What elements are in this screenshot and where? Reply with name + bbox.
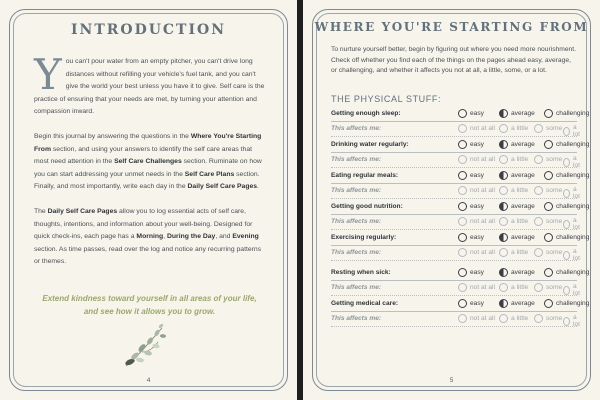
option-label: a little: [511, 125, 529, 132]
radio-circle-icon[interactable]: [458, 233, 467, 242]
option-label: average: [511, 110, 535, 117]
affects-option-not-at-all[interactable]: [458, 186, 495, 195]
radio-circle-icon[interactable]: [534, 155, 543, 164]
radio-circle-icon[interactable]: [563, 127, 570, 136]
affects-label: This affects me:: [331, 125, 382, 132]
radio-circle-icon[interactable]: [544, 202, 553, 211]
paragraph-text: section. Finally, and most importantly, write each day in the: [34, 170, 260, 191]
option-label: not at all: [470, 218, 495, 225]
affects-option-a-little[interactable]: [499, 314, 528, 323]
option-label: challenging: [556, 300, 590, 307]
option-label: average: [511, 141, 535, 148]
paragraph-text: , and: [215, 233, 233, 241]
paragraph-text: section. Ruminate on how you can start addressing your unmet needs in the: [34, 158, 262, 178]
bold-term: Self Care Challenges: [114, 158, 182, 166]
option-label: a lot: [573, 217, 580, 231]
paragraph-text: Begin this journal by answering the questions in the: [34, 132, 191, 140]
difficulty-option-average[interactable]: [499, 202, 535, 211]
difficulty-option-average[interactable]: [499, 171, 535, 180]
option-label: some: [546, 315, 563, 322]
affects-option-some[interactable]: [534, 314, 562, 323]
affects-option-a-little[interactable]: [499, 186, 528, 195]
affects-option-some[interactable]: [534, 217, 562, 226]
difficulty-option-challenging[interactable]: [544, 109, 589, 118]
option-label: average: [511, 234, 535, 241]
left-page: [0, 0, 297, 400]
difficulty-row: [331, 299, 590, 312]
option-label: a little: [511, 156, 529, 163]
option-label: not at all: [470, 315, 495, 322]
option-label: easy: [470, 269, 484, 276]
affects-option-some[interactable]: [534, 124, 562, 133]
affects-row: [331, 283, 580, 297]
bold-term: Self Care Plans: [184, 170, 235, 178]
option-label: some: [546, 125, 563, 132]
radio-circle-icon[interactable]: [563, 158, 570, 167]
paragraph-text: .: [257, 183, 259, 191]
affects-option-some[interactable]: [534, 248, 562, 257]
radio-circle-icon[interactable]: [499, 140, 508, 149]
option-label: some: [546, 284, 563, 291]
radio-circle-icon[interactable]: [458, 314, 467, 323]
difficulty-option-easy[interactable]: [458, 202, 484, 211]
option-label: a lot: [573, 124, 580, 138]
radio-circle-icon[interactable]: [499, 171, 508, 180]
difficulty-option-average[interactable]: [499, 109, 535, 118]
option-label: not at all: [470, 156, 495, 163]
option-label: a lot: [573, 155, 580, 169]
affects-row: [331, 314, 580, 328]
option-label: a lot: [573, 314, 580, 328]
difficulty-row: [331, 268, 590, 281]
difficulty-option-average[interactable]: [499, 140, 535, 149]
affects-option-not-at-all[interactable]: [458, 283, 495, 292]
difficulty-option-average[interactable]: [499, 233, 535, 242]
bold-term: Daily Self Care Pages: [47, 207, 118, 215]
radio-circle-icon[interactable]: [499, 268, 508, 277]
affects-label: This affects me:: [331, 249, 382, 256]
question-label: Drinking water regularly:: [331, 141, 409, 148]
paragraph-text: The: [34, 207, 48, 215]
radio-circle-icon[interactable]: [499, 314, 508, 323]
option-label: not at all: [470, 249, 495, 256]
difficulty-row: [331, 233, 590, 246]
affects-option-some[interactable]: [534, 186, 562, 195]
paragraph-text: ,: [163, 233, 167, 241]
option-label: challenging: [556, 269, 590, 276]
paragraph-text: allow you to log essential acts of self care, thoughts, intentions, and information about your well-being. Designed for quick check-ins, each page has a: [34, 207, 253, 241]
option-label: some: [546, 187, 563, 194]
option-label: a lot: [573, 248, 580, 262]
difficulty-row: [331, 202, 590, 215]
difficulty-option-easy[interactable]: [458, 233, 484, 242]
radio-circle-icon[interactable]: [458, 283, 467, 292]
difficulty-option-challenging[interactable]: [544, 299, 589, 308]
bold-term: Daily Self Care Pages: [187, 183, 258, 191]
radio-circle-icon[interactable]: [563, 286, 570, 295]
bold-term: During the Day: [167, 233, 216, 241]
radio-circle-icon[interactable]: [534, 314, 543, 323]
page-number: 5: [449, 377, 454, 384]
affects-label: This affects me:: [331, 187, 382, 194]
option-label: some: [546, 218, 563, 225]
page-number: 4: [146, 377, 151, 384]
radio-circle-icon[interactable]: [534, 283, 543, 292]
assessment-item: [331, 140, 590, 169]
radio-circle-icon[interactable]: [544, 233, 553, 242]
intro-paragraph-2: [34, 131, 265, 194]
eucalyptus-sprig-illustration: [118, 322, 176, 372]
difficulty-option-easy[interactable]: [458, 268, 484, 277]
option-label: a little: [511, 249, 529, 256]
radio-circle-icon[interactable]: [458, 109, 467, 118]
affects-option-a-lot[interactable]: [563, 248, 582, 262]
option-label: a lot: [573, 283, 580, 297]
bold-term: Where You're Starting From: [34, 132, 262, 153]
radio-circle-icon[interactable]: [458, 268, 467, 277]
option-label: average: [511, 300, 535, 307]
question-label: Resting when sick:: [331, 269, 391, 276]
difficulty-option-challenging[interactable]: [544, 268, 589, 277]
paragraph-text: section, and using your answers to identify the self care areas that most need attention in the: [34, 145, 252, 166]
affects-label: This affects me:: [331, 218, 382, 225]
intro-body: [34, 50, 265, 281]
affects-option-not-at-all[interactable]: [458, 314, 495, 323]
radio-circle-icon[interactable]: [534, 217, 543, 226]
affects-option-some[interactable]: [534, 155, 562, 164]
radio-circle-icon[interactable]: [458, 202, 467, 211]
radio-circle-icon[interactable]: [499, 248, 508, 257]
bold-term: Evening: [232, 233, 259, 241]
radio-circle-icon[interactable]: [544, 171, 553, 180]
option-label: a lot: [573, 186, 580, 200]
radio-circle-icon[interactable]: [458, 217, 467, 226]
radio-circle-icon[interactable]: [499, 124, 508, 133]
affects-label: This affects me:: [331, 284, 382, 291]
affects-label: This affects me:: [331, 315, 382, 322]
option-label: some: [546, 156, 563, 163]
assessment-item: [331, 202, 590, 231]
radio-circle-icon[interactable]: [563, 251, 570, 260]
option-label: a little: [511, 218, 529, 225]
radio-circle-icon[interactable]: [499, 299, 508, 308]
question-label: Getting good nutrition:: [331, 203, 403, 210]
affects-option-a-lot[interactable]: [563, 124, 582, 138]
affects-option-a-little[interactable]: [499, 124, 528, 133]
option-label: easy: [470, 203, 484, 210]
affects-option-a-little[interactable]: [499, 155, 528, 164]
affects-row: [331, 186, 580, 200]
affects-row: [331, 124, 580, 138]
affects-option-a-little[interactable]: [499, 248, 528, 257]
affects-option-some[interactable]: [534, 283, 562, 292]
radio-circle-icon[interactable]: [499, 283, 508, 292]
radio-circle-icon[interactable]: [458, 140, 467, 149]
difficulty-option-average[interactable]: [499, 299, 535, 308]
option-label: a little: [511, 187, 529, 194]
radio-circle-icon[interactable]: [499, 233, 508, 242]
radio-circle-icon[interactable]: [544, 299, 553, 308]
radio-circle-icon[interactable]: [563, 317, 570, 326]
option-label: some: [546, 249, 563, 256]
intro-paragraph-1-text: ou can't pour water from an empty pitcher, you can't drive long distances without refilling your vehicle's fuel tank, and you can't give the world your best unless you have it to give. Self care is the practice of ensuring that your needs are met, by turning your attention and compassion inward.: [34, 58, 265, 116]
intro-paragraph-3: [34, 206, 265, 269]
affects-option-a-lot[interactable]: [563, 155, 582, 169]
affects-option-a-lot[interactable]: [563, 217, 582, 231]
difficulty-option-challenging[interactable]: [544, 202, 589, 211]
radio-circle-icon[interactable]: [458, 155, 467, 164]
difficulty-option-challenging[interactable]: [544, 171, 589, 180]
radio-circle-icon[interactable]: [499, 202, 508, 211]
radio-circle-icon[interactable]: [499, 155, 508, 164]
difficulty-row: [331, 171, 590, 184]
difficulty-option-easy[interactable]: [458, 299, 484, 308]
option-label: easy: [470, 234, 484, 241]
option-label: not at all: [470, 125, 495, 132]
assessment-item: [331, 171, 590, 200]
affects-option-a-lot[interactable]: [563, 283, 582, 297]
bold-term: Morning: [136, 233, 164, 241]
radio-circle-icon[interactable]: [544, 109, 553, 118]
affects-option-a-lot[interactable]: [563, 314, 582, 328]
assessment-item: [331, 268, 590, 297]
radio-circle-icon[interactable]: [458, 299, 467, 308]
option-label: challenging: [556, 203, 590, 210]
radio-circle-icon[interactable]: [458, 171, 467, 180]
affects-row: [331, 217, 580, 231]
difficulty-option-easy[interactable]: [458, 109, 484, 118]
affects-label: This affects me:: [331, 156, 382, 163]
question-label: Exercising regularly:: [331, 234, 397, 241]
difficulty-option-challenging[interactable]: [544, 233, 589, 242]
option-label: average: [511, 269, 535, 276]
assessment-item: [331, 299, 590, 328]
assessment-item: [331, 109, 590, 138]
intro-paragraph-1: [34, 50, 265, 119]
affects-option-a-little[interactable]: [499, 217, 528, 226]
affects-row: [331, 155, 580, 169]
radio-circle-icon[interactable]: [499, 109, 508, 118]
option-label: a little: [511, 315, 529, 322]
option-label: average: [511, 203, 535, 210]
assessment-item: [331, 233, 590, 262]
option-label: easy: [470, 300, 484, 307]
affects-option-not-at-all[interactable]: [458, 248, 495, 257]
difficulty-row: [331, 109, 590, 122]
page-title: WHERE YOU'RE STARTING FROM: [314, 20, 589, 34]
pull-quote: Extend kindness toward yourself in all areas of your life, and see how it allows you to grow.: [42, 294, 257, 316]
radio-circle-icon[interactable]: [544, 140, 553, 149]
radio-circle-icon[interactable]: [458, 248, 467, 257]
radio-circle-icon[interactable]: [544, 268, 553, 277]
radio-circle-icon[interactable]: [534, 124, 543, 133]
affects-option-not-at-all[interactable]: [458, 124, 495, 133]
radio-circle-icon[interactable]: [534, 186, 543, 195]
difficulty-option-easy[interactable]: [458, 171, 484, 180]
drop-cap: Y: [34, 50, 62, 99]
radio-circle-icon[interactable]: [534, 248, 543, 257]
right-page: [303, 0, 600, 400]
radio-circle-icon[interactable]: [458, 124, 467, 133]
option-label: challenging: [556, 172, 590, 179]
page-title: INTRODUCTION: [70, 22, 227, 38]
difficulty-row: [331, 140, 590, 153]
difficulty-option-easy[interactable]: [458, 140, 484, 149]
option-label: not at all: [470, 284, 495, 291]
affects-row: [331, 248, 580, 262]
section-intro: To nurture yourself better, begin by figuring out where you need more nourishment. Check off whether you find each of the things on the pages ahead easy, average, or challenging, and whether it affects you not at all, a little, some, or a lot.: [331, 46, 576, 75]
option-label: challenging: [556, 110, 590, 117]
option-label: challenging: [556, 141, 590, 148]
option-label: easy: [470, 172, 484, 179]
option-label: challenging: [556, 234, 590, 241]
affects-option-not-at-all[interactable]: [458, 155, 495, 164]
section-heading: THE PHYSICAL STUFF:: [331, 94, 442, 104]
option-label: average: [511, 172, 535, 179]
option-label: not at all: [470, 187, 495, 194]
radio-circle-icon[interactable]: [563, 220, 570, 229]
affects-option-a-lot[interactable]: [563, 186, 582, 200]
difficulty-option-challenging[interactable]: [544, 140, 589, 149]
radio-circle-icon[interactable]: [458, 186, 467, 195]
difficulty-option-average[interactable]: [499, 268, 535, 277]
radio-circle-icon[interactable]: [499, 217, 508, 226]
paragraph-text: section. As time passes, read over the log and notice any recurring patterns or themes.: [34, 245, 262, 266]
question-label: Getting enough sleep:: [331, 110, 401, 117]
affects-option-a-little[interactable]: [499, 283, 528, 292]
option-label: easy: [470, 110, 484, 117]
option-label: a little: [511, 284, 529, 291]
question-label: Getting medical care:: [331, 300, 399, 307]
question-label: Eating regular meals:: [331, 172, 399, 179]
option-label: easy: [470, 141, 484, 148]
radio-circle-icon[interactable]: [563, 189, 570, 198]
affects-option-not-at-all[interactable]: [458, 217, 495, 226]
radio-circle-icon[interactable]: [499, 186, 508, 195]
